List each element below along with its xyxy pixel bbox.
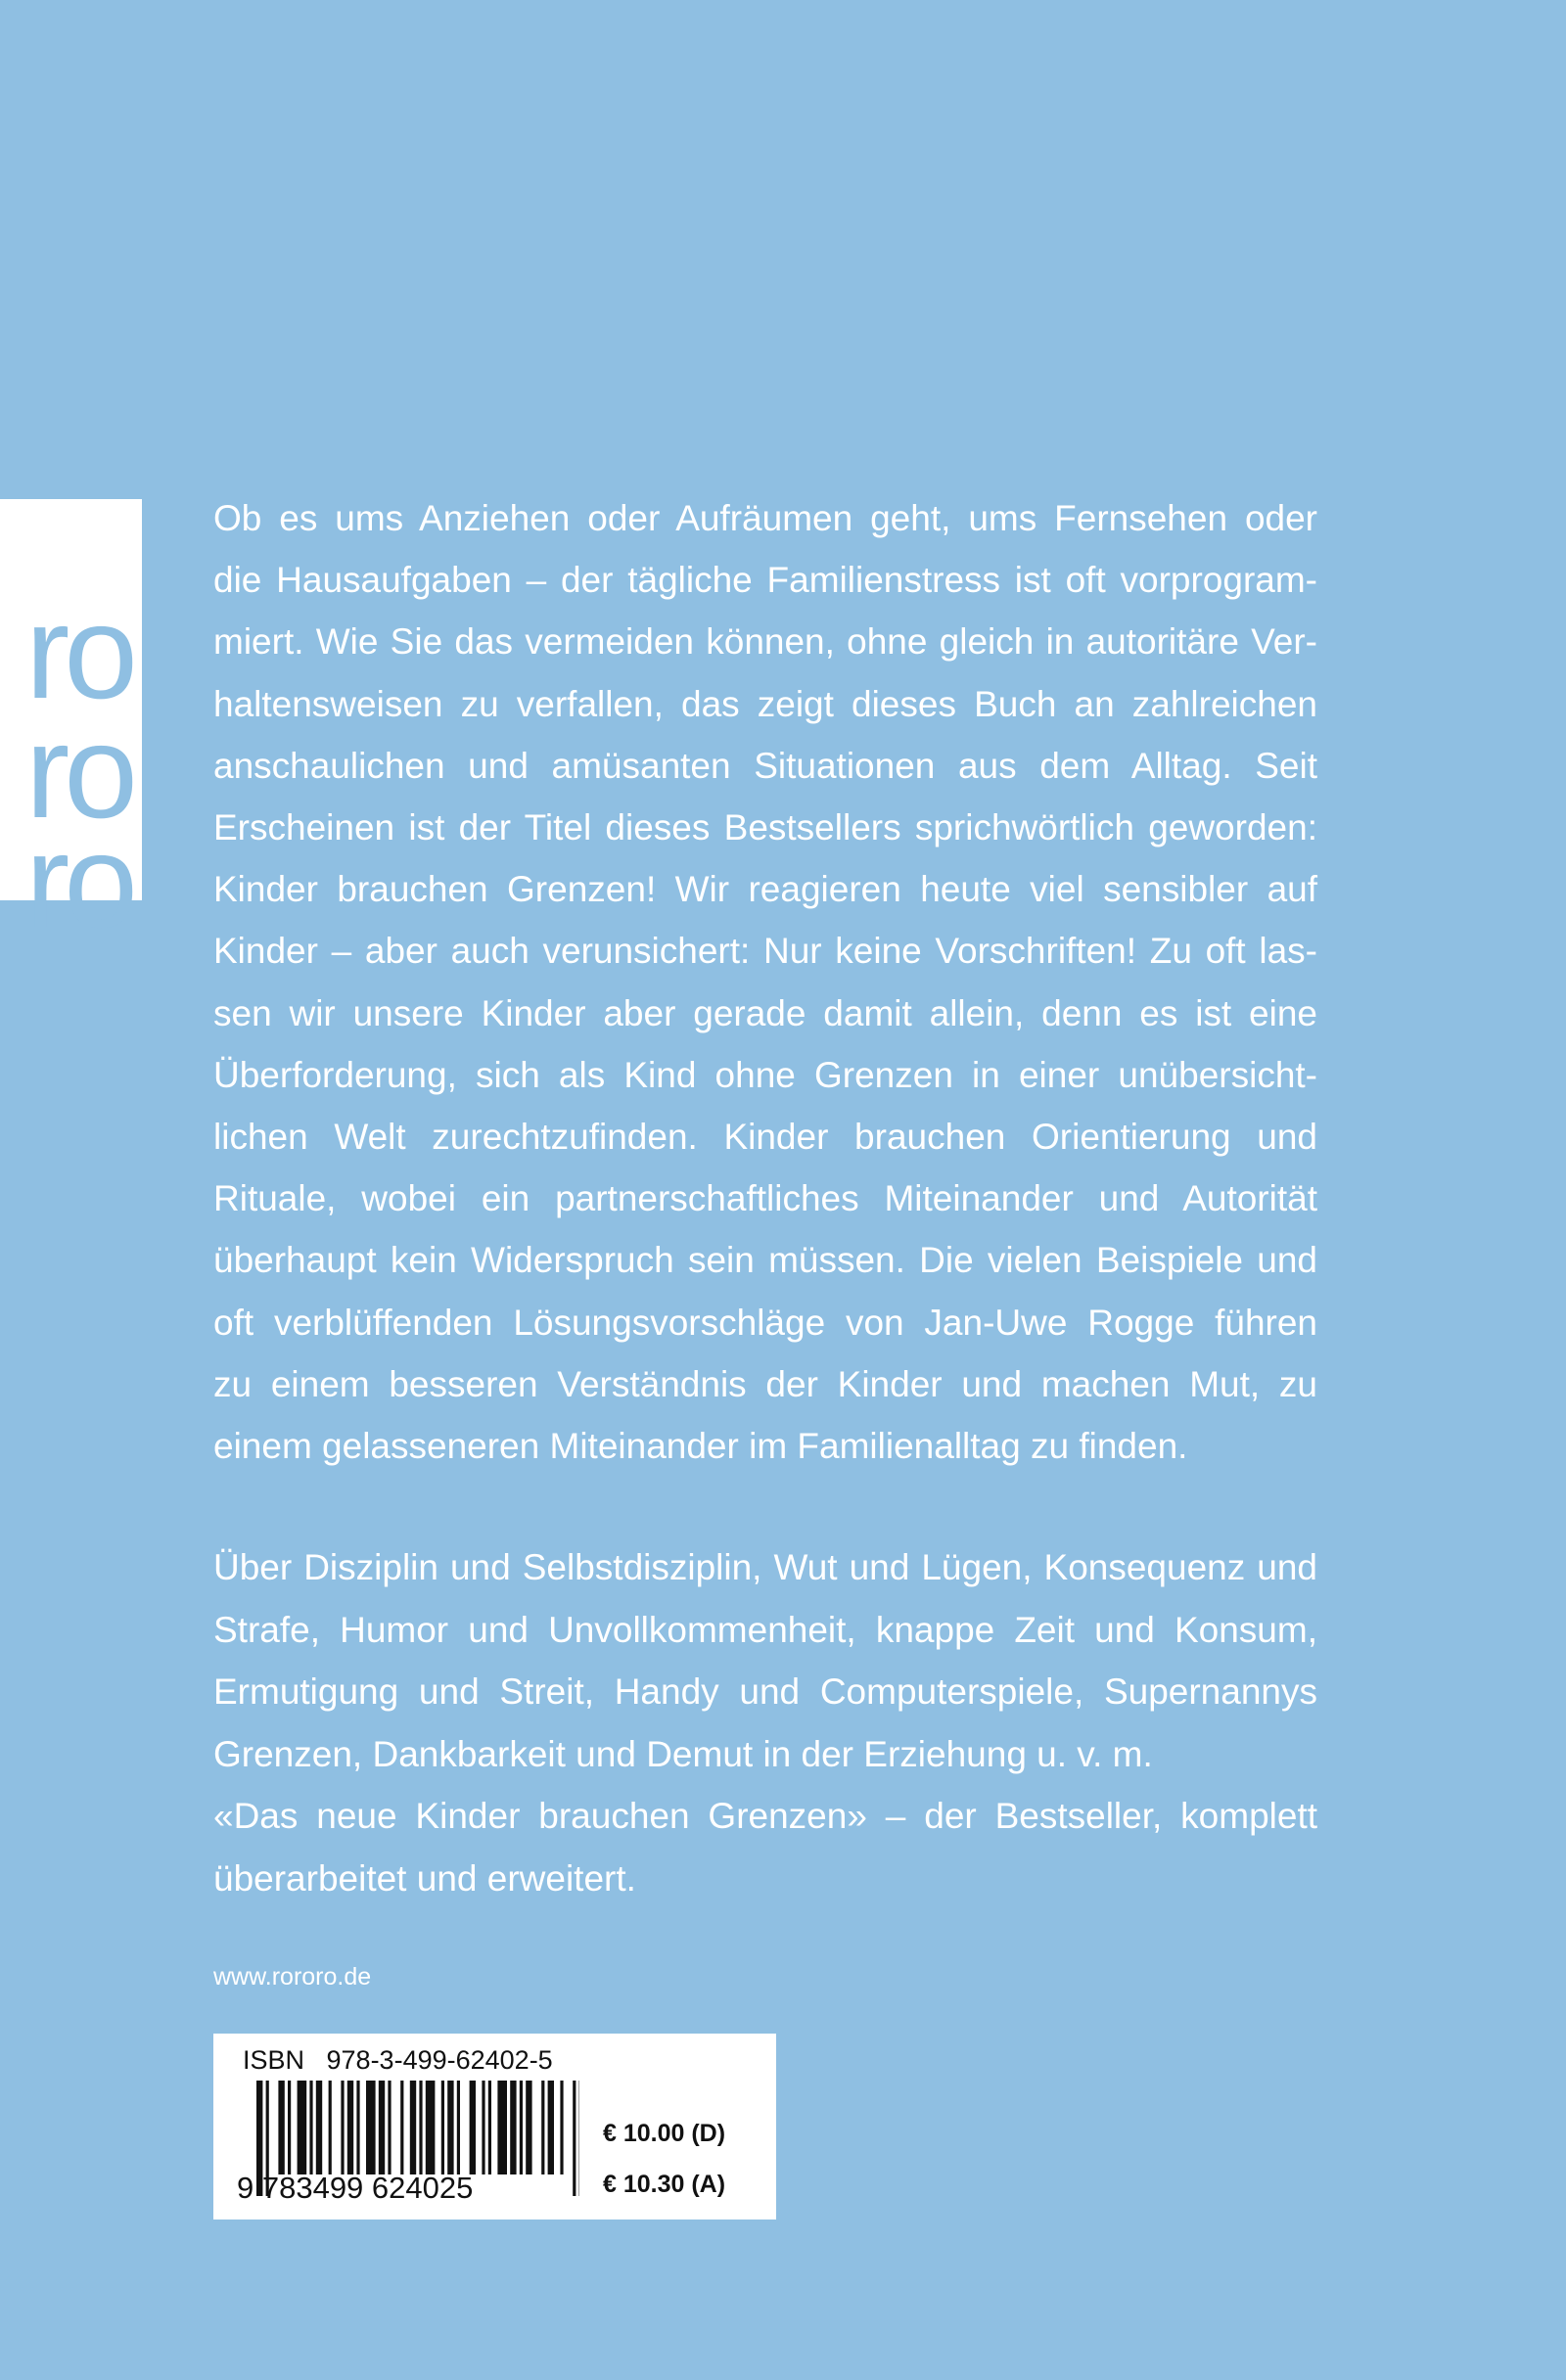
logo-word: ro — [25, 697, 132, 846]
isbn-barcode-label — [213, 2034, 776, 2220]
barcode-digits: 9 783499 624025 — [237, 2171, 474, 2205]
blurb-line: anschaulichen und amüsanten Situationen aus dem Alltag. Seit — [213, 745, 1317, 786]
blurb-line: die Hausaufgaben – der tägliche Familienstress ist oft vorprogram- — [213, 560, 1317, 601]
logo-word: ro — [25, 806, 132, 955]
blurb-line: überhaupt kein Widerspruch sein müssen. Die vielen Beispiele und — [213, 1240, 1317, 1281]
website-url: www.rororo.de — [213, 1963, 372, 1991]
blurb-line: haltensweisen zu verfallen, das zeigt dieses Buch an zahlreichen — [213, 683, 1317, 724]
blurb-line: sen wir unsere Kinder aber gerade damit allein, denn es ist eine — [213, 992, 1317, 1033]
blurb-line: miert. Wie Sie das vermeiden können, ohne gleich in autoritäre Ver- — [213, 621, 1317, 663]
blurb-line: Kinder – aber auch verunsichert: Nur keine Vorschriften! Zu oft las- — [213, 931, 1317, 972]
price-austria: € 10.30 (A) — [603, 2171, 726, 2198]
blurb-line: einem gelasseneren Miteinander im Familienalltag zu finden. — [213, 1426, 1188, 1467]
topics-line: «Das neue Kinder brauchen Grenzen» – der Bestseller, komplett — [213, 1796, 1317, 1836]
blurb-paragraph — [213, 487, 1317, 1477]
topics-line: Über Disziplin und Selbstdisziplin, Wut und Lügen, Konsequenz und — [213, 1547, 1317, 1587]
blurb-line: Rituale, wobei ein partnerschaftliches Miteinander und Autorität — [213, 1178, 1317, 1219]
blurb-line: lichen Welt zurechtzufinden. Kinder brauchen Orientierung und — [213, 1117, 1317, 1158]
blurb-line: Erscheinen ist der Titel dieses Bestsellers sprichwörtlich geworden: — [213, 807, 1317, 848]
topics-line: Strafe, Humor und Unvollkommenheit, knappe Zeit und Konsum, — [213, 1609, 1317, 1650]
blurb-line: zu einem besseren Verständnis der Kinder und machen Mut, zu — [213, 1363, 1317, 1404]
blurb-line: oft verblüffenden Lösungsvorschläge von Jan-Uwe Rogge führen — [213, 1302, 1317, 1343]
logo-word: ro — [25, 577, 132, 726]
topics-line: Ermutigung und Streit, Handy und Computerspiele, Supernannys — [213, 1671, 1317, 1712]
isbn-number: ISBN 978-3-499-62402-5 — [243, 2045, 553, 2075]
topics-line: überarbeitet und erweitert. — [213, 1857, 636, 1899]
topics-line: Grenzen, Dankbarkeit und Demut in der Erziehung u. v. m. — [213, 1733, 1153, 1774]
blurb-line: Überforderung, sich als Kind ohne Grenzen in einer unübersicht- — [213, 1054, 1317, 1095]
blurb-line: Ob es ums Anziehen oder Aufräumen geht, ums Fernsehen oder — [213, 498, 1317, 538]
topics-paragraph — [213, 1536, 1317, 1909]
blurb-line: Kinder brauchen Grenzen! Wir reagieren heute viel sensibler auf — [213, 869, 1317, 910]
price-germany: € 10.00 (D) — [603, 2120, 726, 2147]
